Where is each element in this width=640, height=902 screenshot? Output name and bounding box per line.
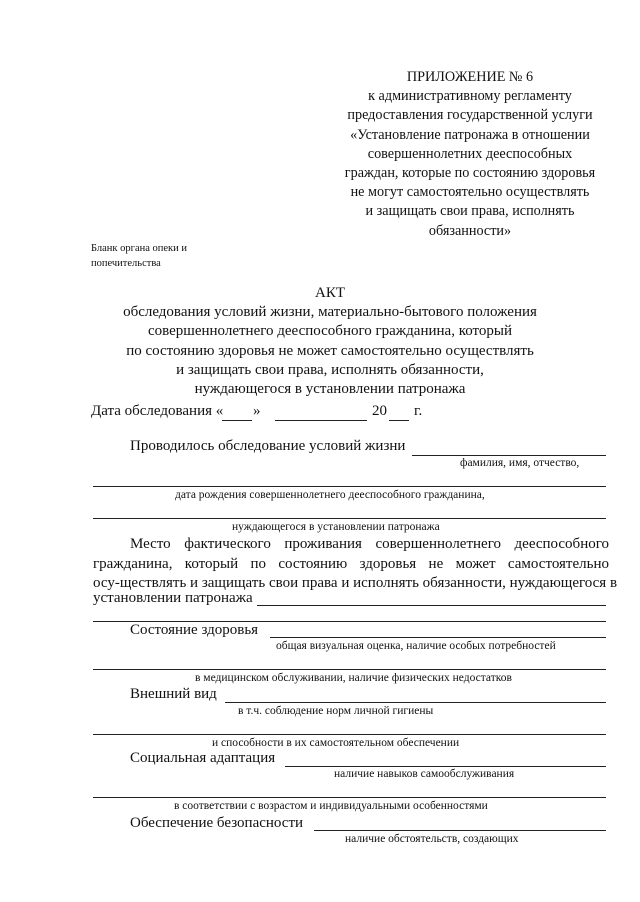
survey-birth-field[interactable]: [93, 486, 606, 487]
appendix-line: обязанности»: [428, 222, 512, 239]
appendix-line: ПРИЛОЖЕНИЕ № 6: [406, 69, 534, 85]
appendix-line: к административному регламенту: [368, 88, 572, 105]
social-label: Социальная адаптация: [130, 750, 276, 766]
appendix-line: предоставления государственной услуги: [347, 107, 593, 124]
social-field-2[interactable]: [93, 797, 606, 798]
title-line: по состоянию здоровья не может самостоятельно осуществлять: [126, 342, 534, 359]
survey-need-field[interactable]: [93, 518, 606, 519]
appendix-line: совершеннолетних дееспособных: [367, 145, 573, 162]
appearance-label: Внешний вид: [130, 686, 217, 702]
year-field[interactable]: [389, 420, 409, 421]
health-label: Состояние здоровья: [130, 622, 259, 638]
appendix-line: и защищать свои права, исполнять: [365, 203, 575, 220]
act-title: [80, 284, 580, 399]
title-line: обследования условий жизни, материально-бытового положения: [123, 304, 537, 321]
title-line: АКТ: [315, 285, 345, 301]
survey-label: Проводилось обследование условий жизни: [130, 438, 406, 454]
health-note-2: в медицинском обслуживании, наличие физических недостатков: [195, 672, 512, 684]
month-field[interactable]: [275, 420, 367, 421]
appendix-header: [320, 68, 620, 241]
date-label: Дата обследования «: [91, 403, 224, 419]
health-field[interactable]: [270, 637, 606, 638]
health-note-1: общая визуальная оценка, наличие особых потребностей: [276, 640, 556, 652]
safety-field[interactable]: [314, 830, 606, 831]
title-line: нуждающегося в установлении патронажа: [194, 381, 466, 398]
residence-line: гражданина, который по состоянию здоровья не может самостоятельно: [93, 555, 609, 572]
year-prefix: 20: [372, 403, 387, 419]
appearance-field-2[interactable]: [93, 734, 606, 735]
survey-note-name: фамилия, имя, отчество,: [460, 457, 580, 469]
social-field[interactable]: [285, 766, 606, 767]
blank-line-1: Бланк органа опеки и: [91, 243, 188, 254]
residence-line: Место фактического проживания совершеннолетнего дееспособного: [130, 536, 609, 552]
residence-line-last: установлении патронажа: [93, 590, 253, 606]
appendix-line: граждан, которые по состоянию здоровья: [344, 165, 596, 182]
year-suffix: г.: [414, 403, 423, 419]
appearance-note-2: и способности в их самостоятельном обеспечении: [212, 737, 460, 749]
survey-note-birth: дата рождения совершеннолетнего дееспособного гражданина,: [175, 489, 485, 501]
safety-label: Обеспечение безопасности: [130, 815, 304, 831]
title-line: совершеннолетнего дееспособного гражданина, который: [147, 323, 512, 340]
blank-line-2: попечительства: [91, 258, 161, 269]
date-close-quote: »: [253, 403, 261, 419]
social-note-2: в соответствии с возрастом и индивидуальными особенностями: [174, 800, 488, 812]
survey-name-field[interactable]: [412, 455, 606, 456]
title-line: и защищать свои права, исполнять обязанности,: [176, 361, 484, 378]
day-field[interactable]: [222, 420, 252, 421]
safety-note-1: наличие обстоятельств, создающих: [345, 833, 519, 845]
residence-paragraph: [93, 535, 618, 594]
appearance-note-1: в т.ч. соблюдение норм личной гигиены: [238, 705, 434, 717]
appendix-line: «Установление патронажа в отношении: [350, 126, 590, 143]
health-field-2[interactable]: [93, 669, 606, 670]
appearance-field[interactable]: [225, 702, 606, 703]
authority-blank-label: [91, 241, 187, 271]
residence-field[interactable]: [257, 605, 606, 606]
residence-line: осу-ществлять и защищать свои права и исполнять обязанности, нуждающегося в: [93, 575, 618, 592]
survey-note-need: нуждающегося в установлении патронажа: [232, 521, 440, 533]
social-note-1: наличие навыков самообслуживания: [334, 768, 515, 780]
appendix-line: не могут самостоятельно осуществлять: [350, 184, 590, 201]
